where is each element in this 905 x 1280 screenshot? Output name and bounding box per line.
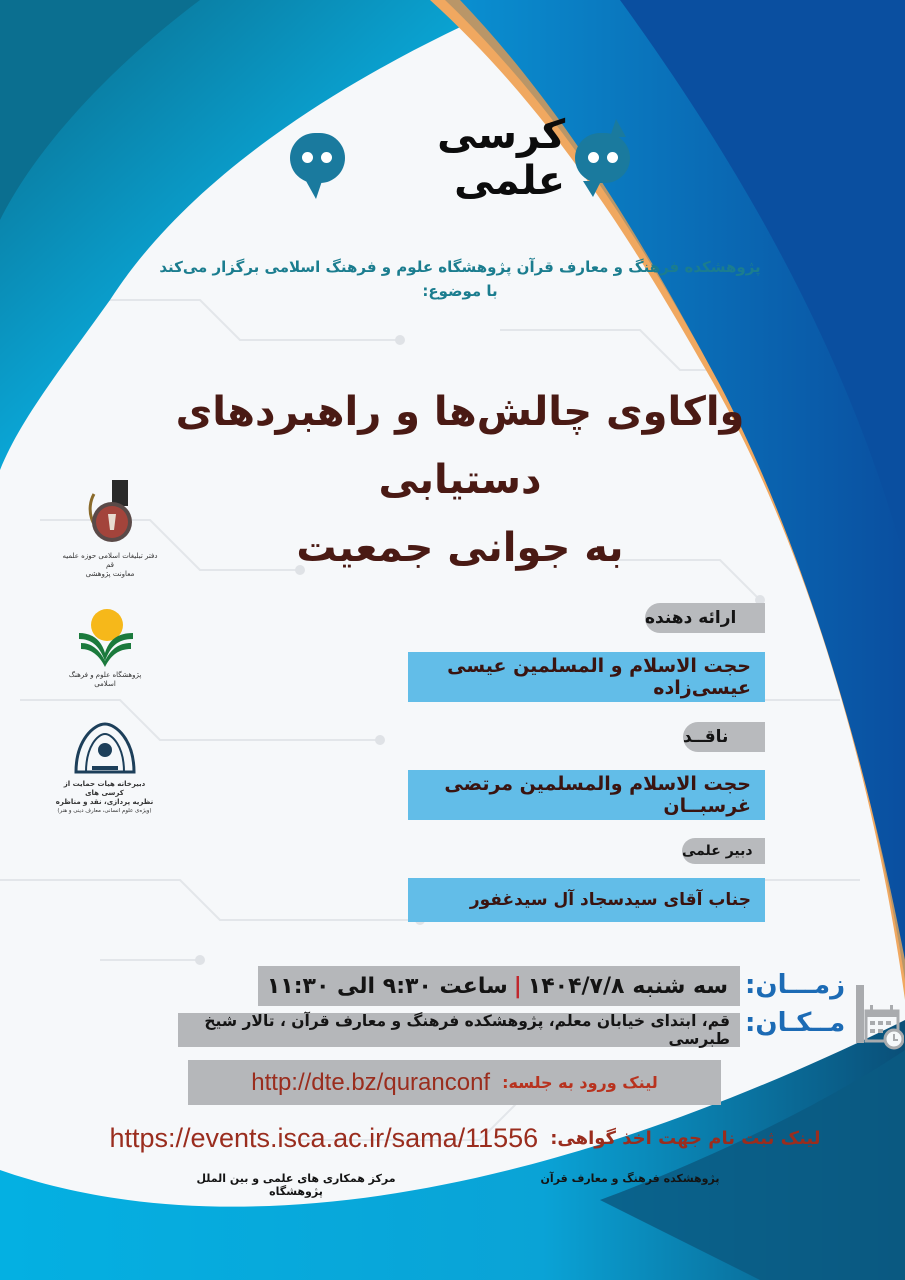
separator: | [513,973,522,999]
speech-bubble-icon [290,133,345,183]
footer-quran-institute: پژوهشکده فرهنگ و معارف قرآن [540,1172,720,1185]
time: ساعت ۹:۳۰ الی ۱۱:۳۰ [266,973,508,999]
date: ۱۴۰۴/۷/۸ [527,973,625,999]
presenter-label: ارائه دهنده [645,603,765,633]
scientific-secretary-label: دبیر علمی [682,838,765,864]
presenter-name: حجت الاسلام و المسلمین عیسی عیسی‌زاده [408,652,765,702]
main-title-line1: واکاوی چالش‌ها و راهبردهای دستیابی [175,389,745,503]
session-link-label: لینک ورود به جلسه: [502,1073,658,1092]
place-box: قم، ابتدای خیابان معلم، پژوهشکده فرهنگ و معارف قرآن ، تالار شیخ طبرسی [178,1013,740,1047]
sun-book-emblem-icon [73,605,137,667]
place-label: مــکـان: [745,1008,846,1038]
time-label: زمـــان: [745,970,846,1000]
debate-board-logo: دبیرخانه هیات حمایت از کرسی های نظریه پردازی، نقد و مناظره (ویژه‌ی علوم انسانی، معارف دینی و هنر) [52,720,157,816]
registration-link-row [70,1118,860,1158]
session-link[interactable]: http://dte.bz/quranconf [251,1068,491,1096]
dome-emblem-icon [72,720,138,776]
critic-name: حجت الاسلام والمسلمین مرتضی غرسبــان [408,770,765,820]
calendar-clock-icon [852,985,904,1053]
day: سه شنبه [632,973,728,999]
organizer-line: پژوهشکده فرهنگ و معارف قرآن پژوهشگاه علوم و فرهنگ اسلامی برگزار می‌کند [159,258,761,276]
speech-bubble-icon [575,133,630,183]
registration-link[interactable]: https://events.isca.ac.ir/sama/11556 [109,1122,539,1153]
islamic-sciences-institute-logo: پژوهشگاه علوم و فرهنگ اسلامی [60,605,150,689]
event-type-header [290,111,630,204]
seminary-office-logo: دفتر تبلیغات اسلامی حوزه علمیه قم معاونت پژوهشی [60,478,160,579]
globe-emblem-icon [82,478,138,548]
footer-international-center: مرکز همکاری های علمی و بین الملل پژوهشگاه [196,1172,396,1198]
date-time-box [258,966,740,1006]
main-title-line2: به جوانی جمعیت [296,525,624,571]
scientific-secretary-name: جناب آقای سیدسجاد آل سیدغفور [408,878,765,922]
main-title [110,378,810,582]
subject-label: با موضوع: [422,282,498,300]
session-link-box [188,1060,721,1105]
critic-label: ناقــد [683,722,765,752]
registration-link-label: لینک ثبت نام جهت اخذ گواهی: [550,1127,821,1149]
event-type-title: کرسی علمی [437,111,566,204]
